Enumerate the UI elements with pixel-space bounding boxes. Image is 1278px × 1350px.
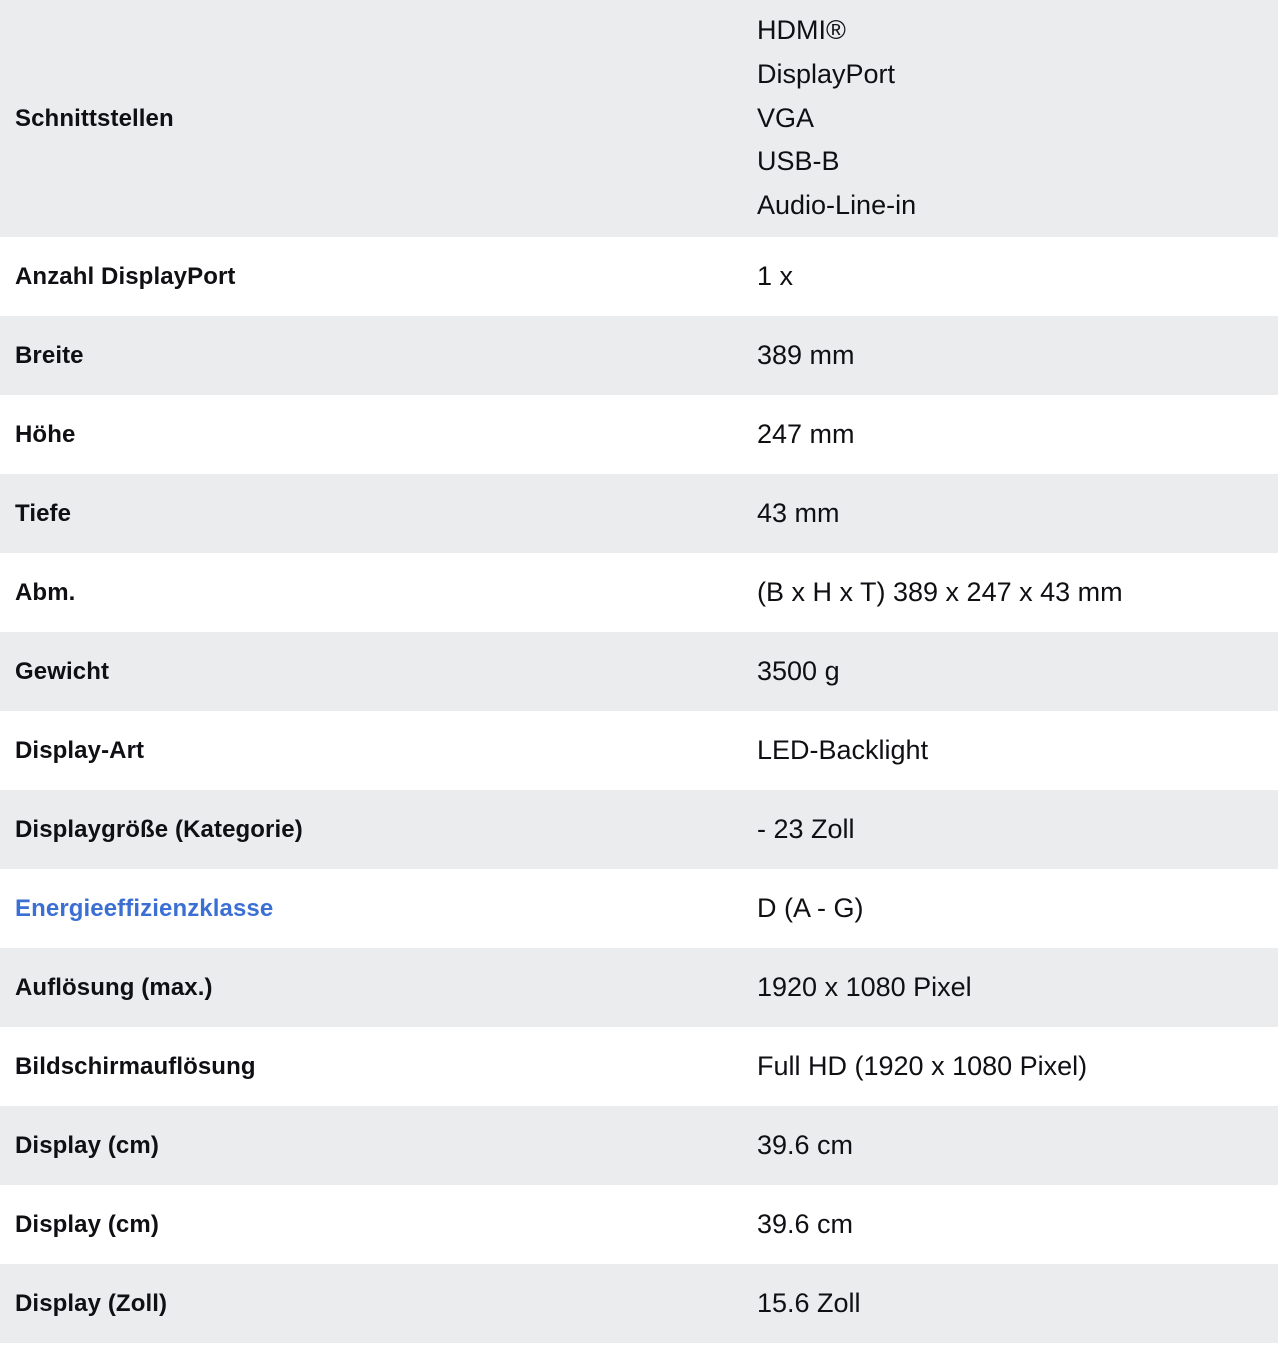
spec-label: Display (Zoll) (15, 1289, 168, 1317)
spec-label: Breite (15, 341, 84, 369)
spec-label: Auflösung (max.) (15, 973, 213, 1001)
spec-label: Displaygröße (Kategorie) (15, 815, 303, 843)
spec-value (757, 9, 1278, 228)
spec-label: Bildschirmauflösung (15, 1052, 256, 1080)
spec-row-display-art (0, 711, 1278, 790)
spec-row-display-cm (0, 1185, 1278, 1264)
spec-value: 39.6 cm (757, 1129, 854, 1160)
spec-value: LED-Backlight (757, 734, 929, 765)
spec-value: D (A - G) (757, 892, 864, 923)
spec-row-display-cm (0, 1106, 1278, 1185)
spec-value-line: VGA (757, 102, 815, 133)
spec-row-abmessungen (0, 553, 1278, 632)
spec-row-breite (0, 316, 1278, 395)
energieeffizienzklasse-link[interactable]: Energieeffizienzklasse (15, 894, 274, 922)
spec-value: 39.6 cm (757, 1208, 854, 1239)
spec-value-line: Audio-Line-in (757, 190, 917, 221)
spec-row-display-zoll (0, 1264, 1278, 1343)
spec-value: - 23 Zoll (757, 813, 855, 844)
spec-label: Abm. (15, 578, 76, 606)
spec-value: 43 mm (757, 497, 840, 528)
spec-value: 247 mm (757, 418, 855, 449)
spec-value: (B x H x T) 389 x 247 x 43 mm (757, 576, 1123, 607)
spec-row-displaygroesse (0, 790, 1278, 869)
spec-label: Display (cm) (15, 1210, 159, 1238)
spec-label: Display-Art (15, 736, 145, 764)
spec-label: Höhe (15, 420, 76, 448)
spec-value-line: DisplayPort (757, 58, 896, 89)
spec-label: Display (cm) (15, 1131, 159, 1159)
spec-row-energieeffizienzklasse (0, 869, 1278, 948)
spec-value: 3500 g (757, 655, 840, 686)
spec-value: 1920 x 1080 Pixel (757, 971, 972, 1002)
spec-value: Full HD (1920 x 1080 Pixel) (757, 1050, 1088, 1081)
spec-row-tiefe (0, 474, 1278, 553)
spec-row-hoehe (0, 395, 1278, 474)
spec-label: Gewicht (15, 657, 110, 685)
spec-label: Tiefe (15, 499, 72, 527)
spec-row-aufloesung-max (0, 948, 1278, 1027)
spec-value-line: USB-B (757, 146, 840, 177)
spec-value-line: HDMI® (757, 15, 846, 46)
spec-row-anzahl-displayport (0, 237, 1278, 316)
spec-value: 389 mm (757, 339, 855, 370)
spec-row-schnittstellen (0, 0, 1278, 237)
spec-label: Anzahl DisplayPort (15, 262, 236, 290)
spec-label: Schnittstellen (15, 104, 174, 132)
spec-value: 15.6 Zoll (757, 1287, 861, 1318)
spec-row-gewicht (0, 632, 1278, 711)
spec-row-bildschirmaufloesung (0, 1027, 1278, 1106)
spec-value: 1 x (757, 260, 794, 291)
